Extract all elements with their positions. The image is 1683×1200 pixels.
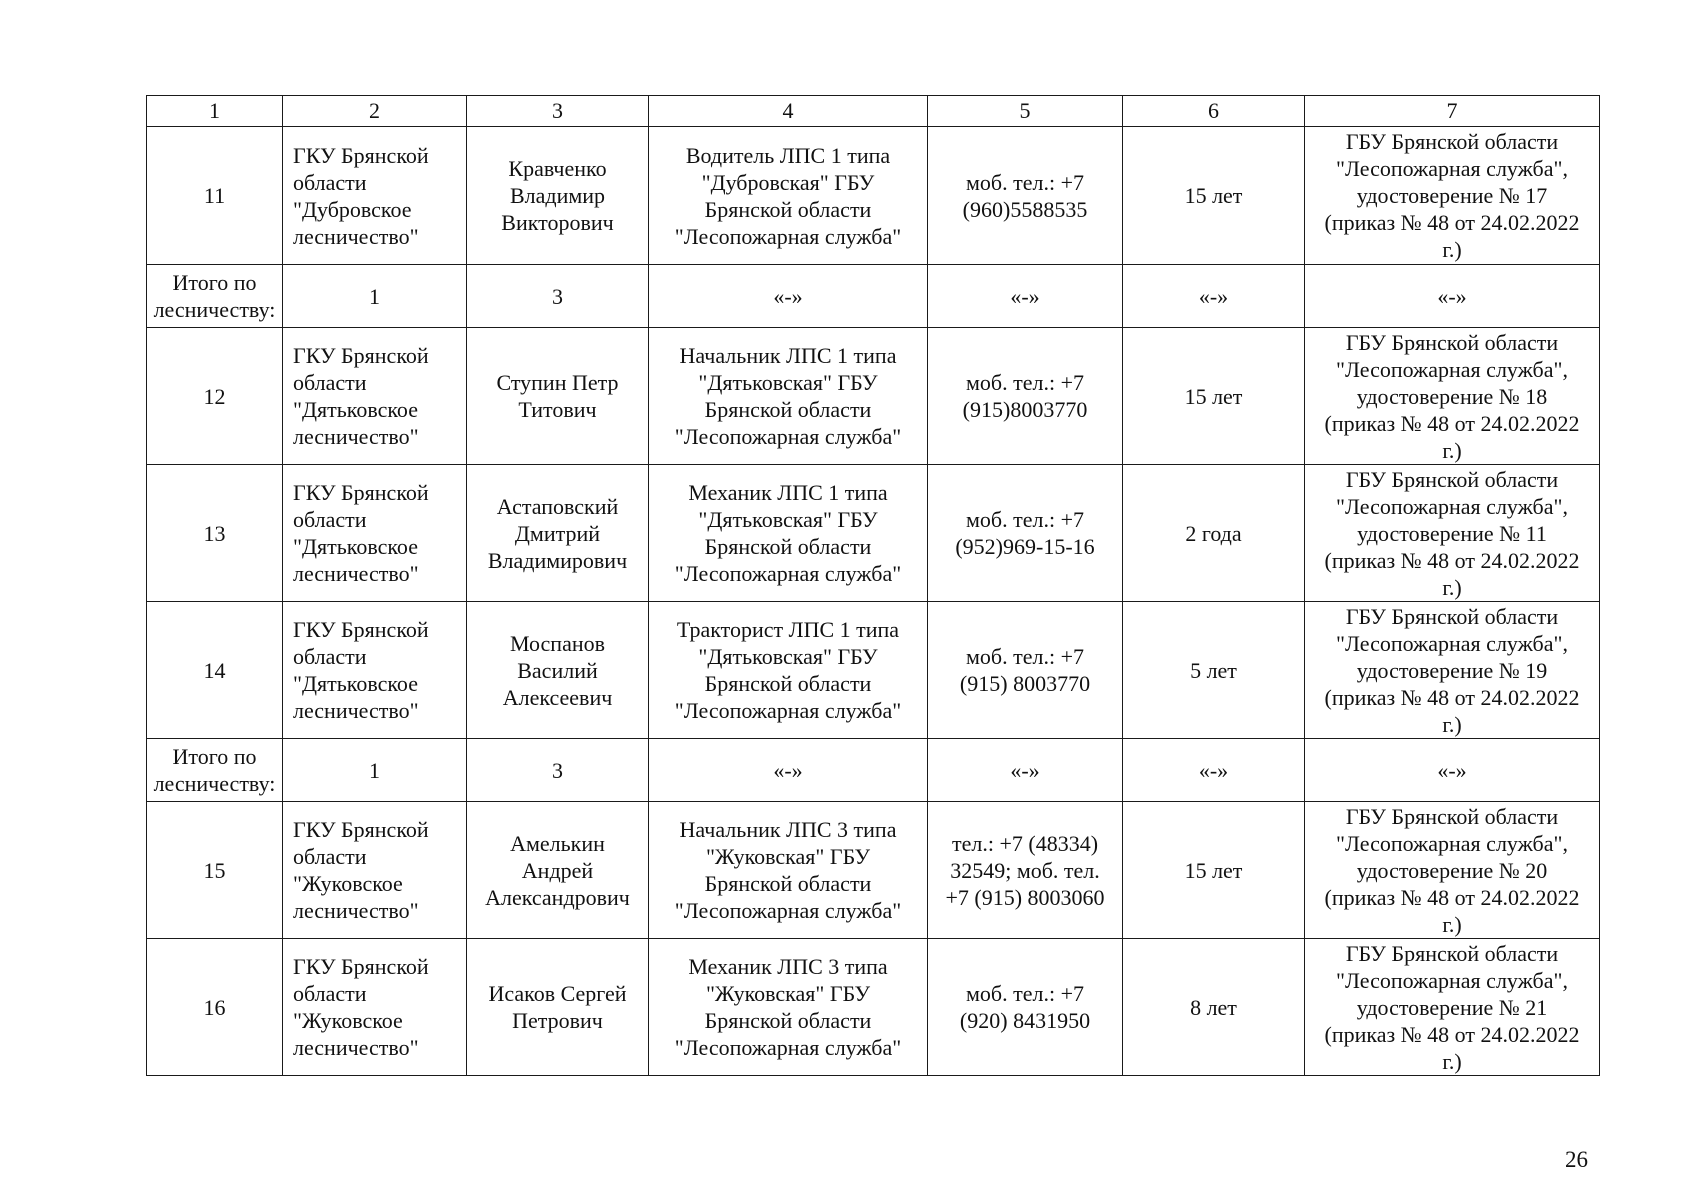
forestry-org-cell: ГКУ Брянской области "Дятьковское лесничество" bbox=[283, 602, 467, 739]
experience-cell: 15 лет bbox=[1123, 127, 1305, 265]
total-phone-cell: «-» bbox=[928, 265, 1123, 328]
certificate-cell: ГБУ Брянской области "Лесопожарная служба", удостоверение № 19 (приказ № 48 от 24.02.2022 г.) bbox=[1305, 602, 1600, 739]
total-experience-cell: «-» bbox=[1123, 739, 1305, 802]
certificate-cell: ГБУ Брянской области "Лесопожарная служба", удостоверение № 18 (приказ № 48 от 24.02.2022 г.) bbox=[1305, 328, 1600, 465]
job-position-cell: Тракторист ЛПС 1 типа "Дятьковская" ГБУ Брянской области "Лесопожарная служба" bbox=[649, 602, 928, 739]
total-org-count-cell: 1 bbox=[283, 739, 467, 802]
forestry-org-cell: ГКУ Брянской области "Дубровское лесничество" bbox=[283, 127, 467, 265]
phone-cell: тел.: +7 (48334) 32549; моб. тел. +7 (915) 8003060 bbox=[928, 802, 1123, 939]
job-position-cell: Механик ЛПС 3 типа "Жуковская" ГБУ Брянской области "Лесопожарная служба" bbox=[649, 939, 928, 1076]
table-row bbox=[147, 127, 1600, 265]
phone-cell: моб. тел.: +7 (952)969-15-16 bbox=[928, 465, 1123, 602]
table-row bbox=[147, 465, 1600, 602]
total-employee-count-cell: 3 bbox=[467, 265, 649, 328]
employee-name-cell: Исаков Сергей Петрович bbox=[467, 939, 649, 1076]
table-row bbox=[147, 939, 1600, 1076]
experience-cell: 15 лет bbox=[1123, 802, 1305, 939]
experience-cell: 2 года bbox=[1123, 465, 1305, 602]
total-phone-cell: «-» bbox=[928, 739, 1123, 802]
row-number-cell: 14 bbox=[147, 602, 283, 739]
forestry-org-cell: ГКУ Брянской области "Дятьковское лесничество" bbox=[283, 465, 467, 602]
certificate-cell: ГБУ Брянской области "Лесопожарная служба", удостоверение № 21 (приказ № 48 от 24.02.2022 г.) bbox=[1305, 939, 1600, 1076]
phone-cell: моб. тел.: +7 (915) 8003770 bbox=[928, 602, 1123, 739]
table-row bbox=[147, 602, 1600, 739]
column-number: 1 bbox=[147, 96, 283, 127]
total-label-cell: Итого по лесничеству: bbox=[147, 265, 283, 328]
column-number: 3 bbox=[467, 96, 649, 127]
experience-cell: 5 лет bbox=[1123, 602, 1305, 739]
row-number-cell: 13 bbox=[147, 465, 283, 602]
column-number: 2 bbox=[283, 96, 467, 127]
forestry-org-cell: ГКУ Брянской области "Жуковское лесничество" bbox=[283, 939, 467, 1076]
certificate-cell: ГБУ Брянской области "Лесопожарная служба", удостоверение № 17 (приказ № 48 от 24.02.2022 г.) bbox=[1305, 127, 1600, 265]
forestry-org-cell: ГКУ Брянской области "Жуковское лесничество" bbox=[283, 802, 467, 939]
table-row bbox=[147, 328, 1600, 465]
phone-cell: моб. тел.: +7 (920) 8431950 bbox=[928, 939, 1123, 1076]
total-certificate-cell: «-» bbox=[1305, 265, 1600, 328]
table-row bbox=[147, 802, 1600, 939]
column-number-row bbox=[147, 96, 1600, 127]
employee-name-cell: Моспанов Василий Алексеевич bbox=[467, 602, 649, 739]
employee-name-cell: Амелькин Андрей Александрович bbox=[467, 802, 649, 939]
total-certificate-cell: «-» bbox=[1305, 739, 1600, 802]
employee-name-cell: Ступин Петр Титович bbox=[467, 328, 649, 465]
total-employee-count-cell: 3 bbox=[467, 739, 649, 802]
column-number: 4 bbox=[649, 96, 928, 127]
job-position-cell: Начальник ЛПС 1 типа "Дятьковская" ГБУ Брянской области "Лесопожарная служба" bbox=[649, 328, 928, 465]
job-position-cell: Водитель ЛПС 1 типа "Дубровская" ГБУ Брянской области "Лесопожарная служба" bbox=[649, 127, 928, 265]
page-number: 26 bbox=[1565, 1147, 1588, 1172]
row-number-cell: 16 bbox=[147, 939, 283, 1076]
row-number-cell: 11 bbox=[147, 127, 283, 265]
total-position-cell: «-» bbox=[649, 739, 928, 802]
phone-cell: моб. тел.: +7 (960)5588535 bbox=[928, 127, 1123, 265]
row-number-cell: 12 bbox=[147, 328, 283, 465]
total-experience-cell: «-» bbox=[1123, 265, 1305, 328]
column-number: 5 bbox=[928, 96, 1123, 127]
total-row bbox=[147, 739, 1600, 802]
total-position-cell: «-» bbox=[649, 265, 928, 328]
experience-cell: 8 лет bbox=[1123, 939, 1305, 1076]
total-label-cell: Итого по лесничеству: bbox=[147, 739, 283, 802]
row-number-cell: 15 bbox=[147, 802, 283, 939]
total-row bbox=[147, 265, 1600, 328]
job-position-cell: Механик ЛПС 1 типа "Дятьковская" ГБУ Брянской области "Лесопожарная служба" bbox=[649, 465, 928, 602]
forestry-org-cell: ГКУ Брянской области "Дятьковское лесничество" bbox=[283, 328, 467, 465]
certificate-cell: ГБУ Брянской области "Лесопожарная служба", удостоверение № 11 (приказ № 48 от 24.02.2022 г.) bbox=[1305, 465, 1600, 602]
employee-name-cell: Кравченко Владимир Викторович bbox=[467, 127, 649, 265]
personnel-table bbox=[146, 95, 1600, 1076]
column-number: 6 bbox=[1123, 96, 1305, 127]
experience-cell: 15 лет bbox=[1123, 328, 1305, 465]
total-org-count-cell: 1 bbox=[283, 265, 467, 328]
phone-cell: моб. тел.: +7 (915)8003770 bbox=[928, 328, 1123, 465]
employee-name-cell: Астаповский Дмитрий Владимирович bbox=[467, 465, 649, 602]
column-number: 7 bbox=[1305, 96, 1600, 127]
certificate-cell: ГБУ Брянской области "Лесопожарная служба", удостоверение № 20 (приказ № 48 от 24.02.2022 г.) bbox=[1305, 802, 1600, 939]
job-position-cell: Начальник ЛПС 3 типа "Жуковская" ГБУ Брянской области "Лесопожарная служба" bbox=[649, 802, 928, 939]
